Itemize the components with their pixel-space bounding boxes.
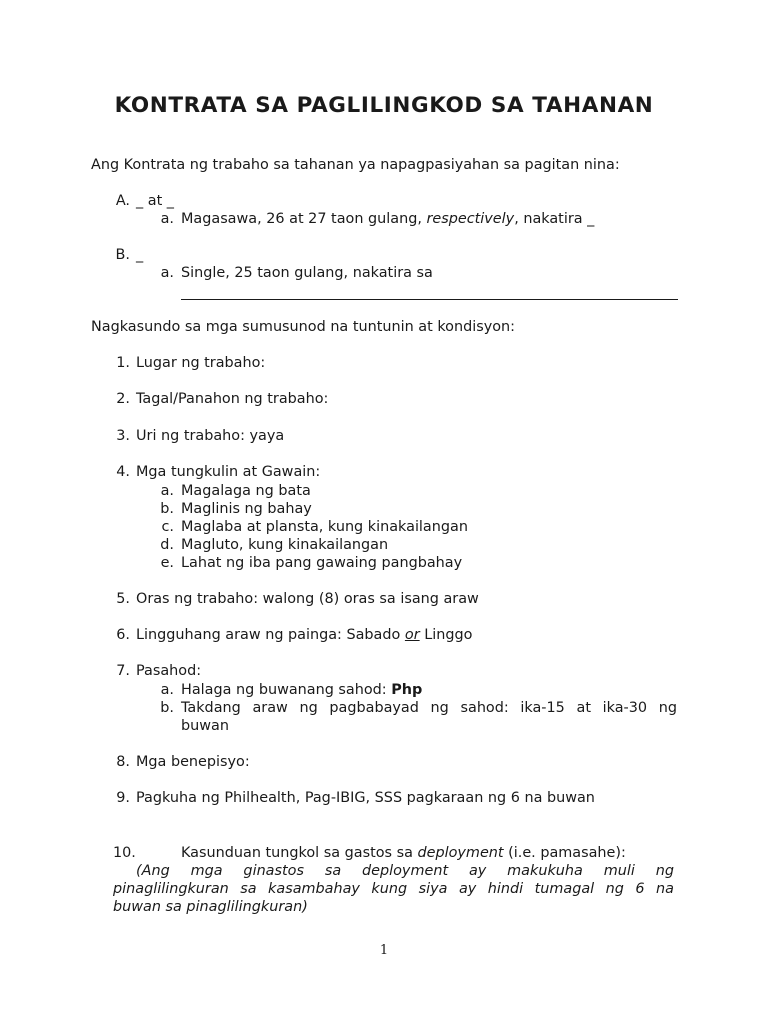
item-7-number: 7. — [116, 663, 130, 679]
pay-day-text-line2: buwan — [181, 718, 229, 734]
or-underlined-italic: or — [404, 627, 420, 643]
document-title: KONTRATA SA PAGLILINGKOD SA TAHANAN — [114, 93, 654, 118]
item-3-text: Uri ng trabaho: yaya — [136, 428, 285, 444]
address-blank-line — [181, 299, 678, 300]
item-5-number: 5. — [116, 591, 130, 607]
duty-text: Maglaba at plansta, kung kinakailangan — [181, 519, 468, 535]
pay-day-text-line1: Takdang araw ng pagbabayad ng sahod: ika-15 at ika-30 ng — [181, 700, 677, 716]
duty-marker: c. — [161, 519, 174, 535]
intro-text: Ang Kontrata ng trabaho sa tahanan ya napagpasiyahan sa pagitan nina: — [91, 157, 620, 173]
agreement-intro: Nagkasundo sa mga sumusunod na tuntunin at kondisyon: — [91, 319, 515, 335]
item-2-text: Tagal/Panahon ng trabaho: — [136, 391, 329, 407]
item-9-number: 9. — [116, 790, 130, 806]
salary-amount-text: Halaga ng buwanang sahod: Php — [181, 682, 423, 698]
party-b-marker: B. — [115, 247, 130, 263]
item-4-number: 4. — [116, 464, 130, 480]
item-9-text: Pagkuha ng Philhealth, Pag-IBIG, SSS pagkaraan ng 6 na buwan — [136, 790, 595, 806]
item-10-text: Kasunduan tungkol sa gastos sa deployment (i.e. pamasahe): — [181, 845, 626, 861]
duty-marker: e. — [160, 555, 174, 571]
duty-text: Maglinis ng bahay — [181, 501, 312, 517]
item-2-number: 2. — [116, 391, 130, 407]
page-number: 1 — [379, 943, 389, 958]
duty-text: Magalaga ng bata — [181, 483, 311, 499]
duty-marker: d. — [160, 537, 174, 553]
party-b-sub-marker: a. — [160, 265, 174, 281]
item-8-text: Mga benepisyo: — [136, 754, 250, 770]
party-b-text: _ — [136, 247, 144, 263]
php-currency-bold: Php — [391, 682, 423, 698]
item-10-note-line2: pinaglilingkuran sa kasambahay kung siya ay hindi tumagal ng 6 na — [113, 881, 674, 897]
item-7-text: Pasahod: — [136, 663, 202, 679]
item-10-number: 10. — [113, 845, 136, 861]
party-a-sub-text: Magasawa, 26 at 27 taon gulang, respectively, nakatira _ — [181, 211, 595, 227]
item-10-note-line1: (Ang mga ginastos sa deployment ay makukuha muli ng — [136, 863, 674, 879]
item-5-text: Oras ng trabaho: walong (8) oras sa isang araw — [136, 591, 479, 607]
item-10-note-line3: buwan sa pinaglilingkuran) — [113, 899, 308, 915]
party-a-marker: A. — [115, 193, 130, 209]
deployment-italic: deployment — [417, 845, 504, 861]
duty-marker: a. — [160, 483, 174, 499]
item-8-number: 8. — [116, 754, 130, 770]
party-a-text: _ at _ — [136, 193, 175, 209]
pay-day-marker: b. — [160, 700, 174, 716]
item-4-text: Mga tungkulin at Gawain: — [136, 464, 321, 480]
respectively-italic: respectively — [426, 211, 515, 227]
item-6-number: 6. — [116, 627, 130, 643]
duty-marker: b. — [160, 501, 174, 517]
duty-text: Magluto, kung kinakailangan — [181, 537, 389, 553]
duty-text: Lahat ng iba pang gawaing pangbahay — [181, 555, 463, 571]
party-b-sub-text: Single, 25 taon gulang, nakatira sa — [181, 265, 433, 281]
party-a-sub-marker: a. — [160, 211, 174, 227]
item-6-text: Lingguhang araw ng painga: Sabado or Linggo — [136, 627, 473, 643]
item-3-number: 3. — [116, 428, 130, 444]
item-1-text: Lugar ng trabaho: — [136, 355, 266, 371]
salary-amount-marker: a. — [160, 682, 174, 698]
item-1-number: 1. — [116, 355, 130, 371]
